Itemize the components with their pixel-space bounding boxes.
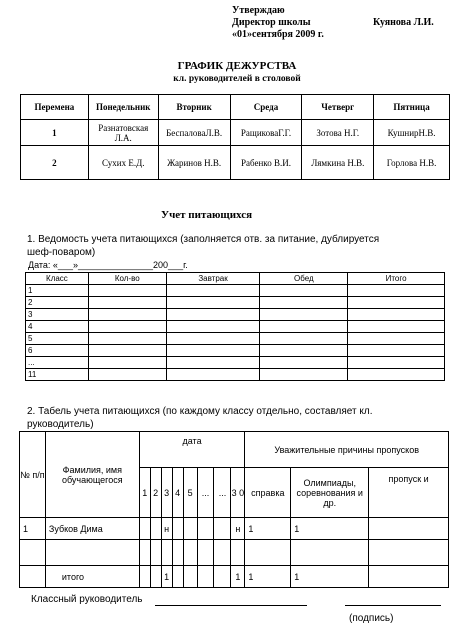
duty-cell: Рабенко В.И. bbox=[230, 146, 302, 180]
attendance-table bbox=[19, 431, 449, 588]
page-title: ГРАФИК ДЕЖУРСТВА bbox=[177, 60, 297, 72]
col-date-header: дата bbox=[139, 432, 245, 468]
log-row bbox=[26, 345, 445, 357]
col-reasons-header: Уважительные причины пропусков bbox=[245, 432, 449, 468]
day-header: ... bbox=[197, 468, 214, 518]
day-header: 4 bbox=[172, 468, 183, 518]
log-class-cell: 4 bbox=[26, 321, 89, 333]
duty-header-cell: Четверг bbox=[302, 95, 374, 120]
duty-period: 2 bbox=[21, 146, 89, 180]
approval-name: Куянова Л.И. bbox=[373, 17, 434, 28]
duty-cell: Жаринов Н.В. bbox=[158, 146, 230, 180]
duty-cell: Зотова Н.Г. bbox=[302, 120, 374, 146]
item2-description-line1: 2. Табель учета питающихся (по каждому классу отдельно, составляет кл. bbox=[27, 406, 373, 417]
reason-count: 1 bbox=[245, 518, 291, 540]
day-header: 1 bbox=[139, 468, 150, 518]
total-row bbox=[20, 566, 449, 588]
day-header: 2 bbox=[150, 468, 161, 518]
item1-date-label: Дата: «___»_______________200___г. bbox=[28, 260, 188, 270]
log-row bbox=[26, 321, 445, 333]
day-header: ... bbox=[214, 468, 231, 518]
signature-label: (подпись) bbox=[349, 613, 394, 624]
total-day-count: 1 bbox=[231, 566, 245, 588]
duty-row bbox=[21, 120, 450, 146]
duty-cell: БеспаловаЛ.В. bbox=[158, 120, 230, 146]
log-header-row bbox=[26, 273, 445, 285]
day-header: 5 bbox=[183, 468, 197, 518]
log-row bbox=[26, 357, 445, 369]
col-number-header: № п/п bbox=[20, 432, 46, 518]
log-class-cell: 11 bbox=[26, 369, 89, 381]
log-class-cell: 2 bbox=[26, 297, 89, 309]
reason-header-certificate: справка bbox=[245, 468, 291, 518]
log-header-cell: Итого bbox=[348, 273, 445, 285]
log-class-cell: 6 bbox=[26, 345, 89, 357]
log-row bbox=[26, 369, 445, 381]
col-name-header: Фамилия, имя обучающегося bbox=[45, 432, 139, 518]
duty-header-cell: Перемена bbox=[21, 95, 89, 120]
duty-header-cell: Среда bbox=[230, 95, 302, 120]
total-day-count: 1 bbox=[161, 566, 172, 588]
item1-description-line2: шеф-поваром) bbox=[27, 247, 96, 258]
duty-schedule-table bbox=[20, 94, 450, 180]
total-label: итого bbox=[45, 566, 139, 588]
log-header-cell: Завтрак bbox=[166, 273, 260, 285]
duty-cell: Горлова Н.В. bbox=[374, 146, 450, 180]
log-header-cell: Кол-во bbox=[88, 273, 166, 285]
log-class-cell: ... bbox=[26, 357, 89, 369]
signature-line bbox=[345, 605, 441, 606]
total-reason-count: 1 bbox=[245, 566, 291, 588]
section-title: Учет питающихся bbox=[161, 209, 253, 221]
duty-period: 1 bbox=[21, 120, 89, 146]
duty-cell: Лямкина Н.В. bbox=[302, 146, 374, 180]
duty-row bbox=[21, 146, 450, 180]
duty-header-cell: Вторник bbox=[158, 95, 230, 120]
log-header-cell: Обед bbox=[260, 273, 348, 285]
item1-description-line1: 1. Ведомость учета питающихся (заполняется отв. за питание, дублируется bbox=[27, 234, 380, 245]
log-class-cell: 3 bbox=[26, 309, 89, 321]
duty-cell: Сухих Е.Д. bbox=[88, 146, 158, 180]
page-subtitle: кл. руководителей в столовой bbox=[173, 74, 301, 84]
day-header: 3 bbox=[161, 468, 172, 518]
approval-date: «01»сентября 2009 г. bbox=[232, 29, 324, 40]
row-number: 1 bbox=[20, 518, 46, 540]
log-row bbox=[26, 309, 445, 321]
teacher-name-line bbox=[155, 605, 307, 606]
duty-cell: Разнатовская Л.А. bbox=[88, 120, 158, 146]
reason-header-olympiads: Олимпиады, соревнования и др. bbox=[291, 468, 369, 518]
total-reason-count: 1 bbox=[291, 566, 369, 588]
day-mark: н bbox=[231, 518, 245, 540]
duty-cell: РащиковаГ.Г. bbox=[230, 120, 302, 146]
day-mark: н bbox=[161, 518, 172, 540]
item2-description-line2: руководитель) bbox=[27, 419, 94, 430]
student-row bbox=[20, 518, 449, 540]
day-header: 3 0 bbox=[231, 468, 245, 518]
log-class-cell: 5 bbox=[26, 333, 89, 345]
meal-log-table bbox=[25, 272, 445, 381]
student-name: Зубков Дима bbox=[45, 518, 139, 540]
reason-header-other: пропуск и bbox=[369, 468, 449, 518]
duty-header-cell: Пятница bbox=[374, 95, 450, 120]
log-header-cell: Класс bbox=[26, 273, 89, 285]
teacher-label: Классный руководитель bbox=[31, 594, 143, 605]
duty-header-cell: Понедельник bbox=[88, 95, 158, 120]
log-row bbox=[26, 297, 445, 309]
approval-position: Директор школы bbox=[232, 17, 311, 28]
log-row bbox=[26, 333, 445, 345]
reason-count: 1 bbox=[291, 518, 369, 540]
log-class-cell: 1 bbox=[26, 285, 89, 297]
empty-row bbox=[20, 540, 449, 566]
duty-cell: КушнирН.В. bbox=[374, 120, 450, 146]
log-row bbox=[26, 285, 445, 297]
approval-line1: Утверждаю bbox=[232, 5, 285, 16]
